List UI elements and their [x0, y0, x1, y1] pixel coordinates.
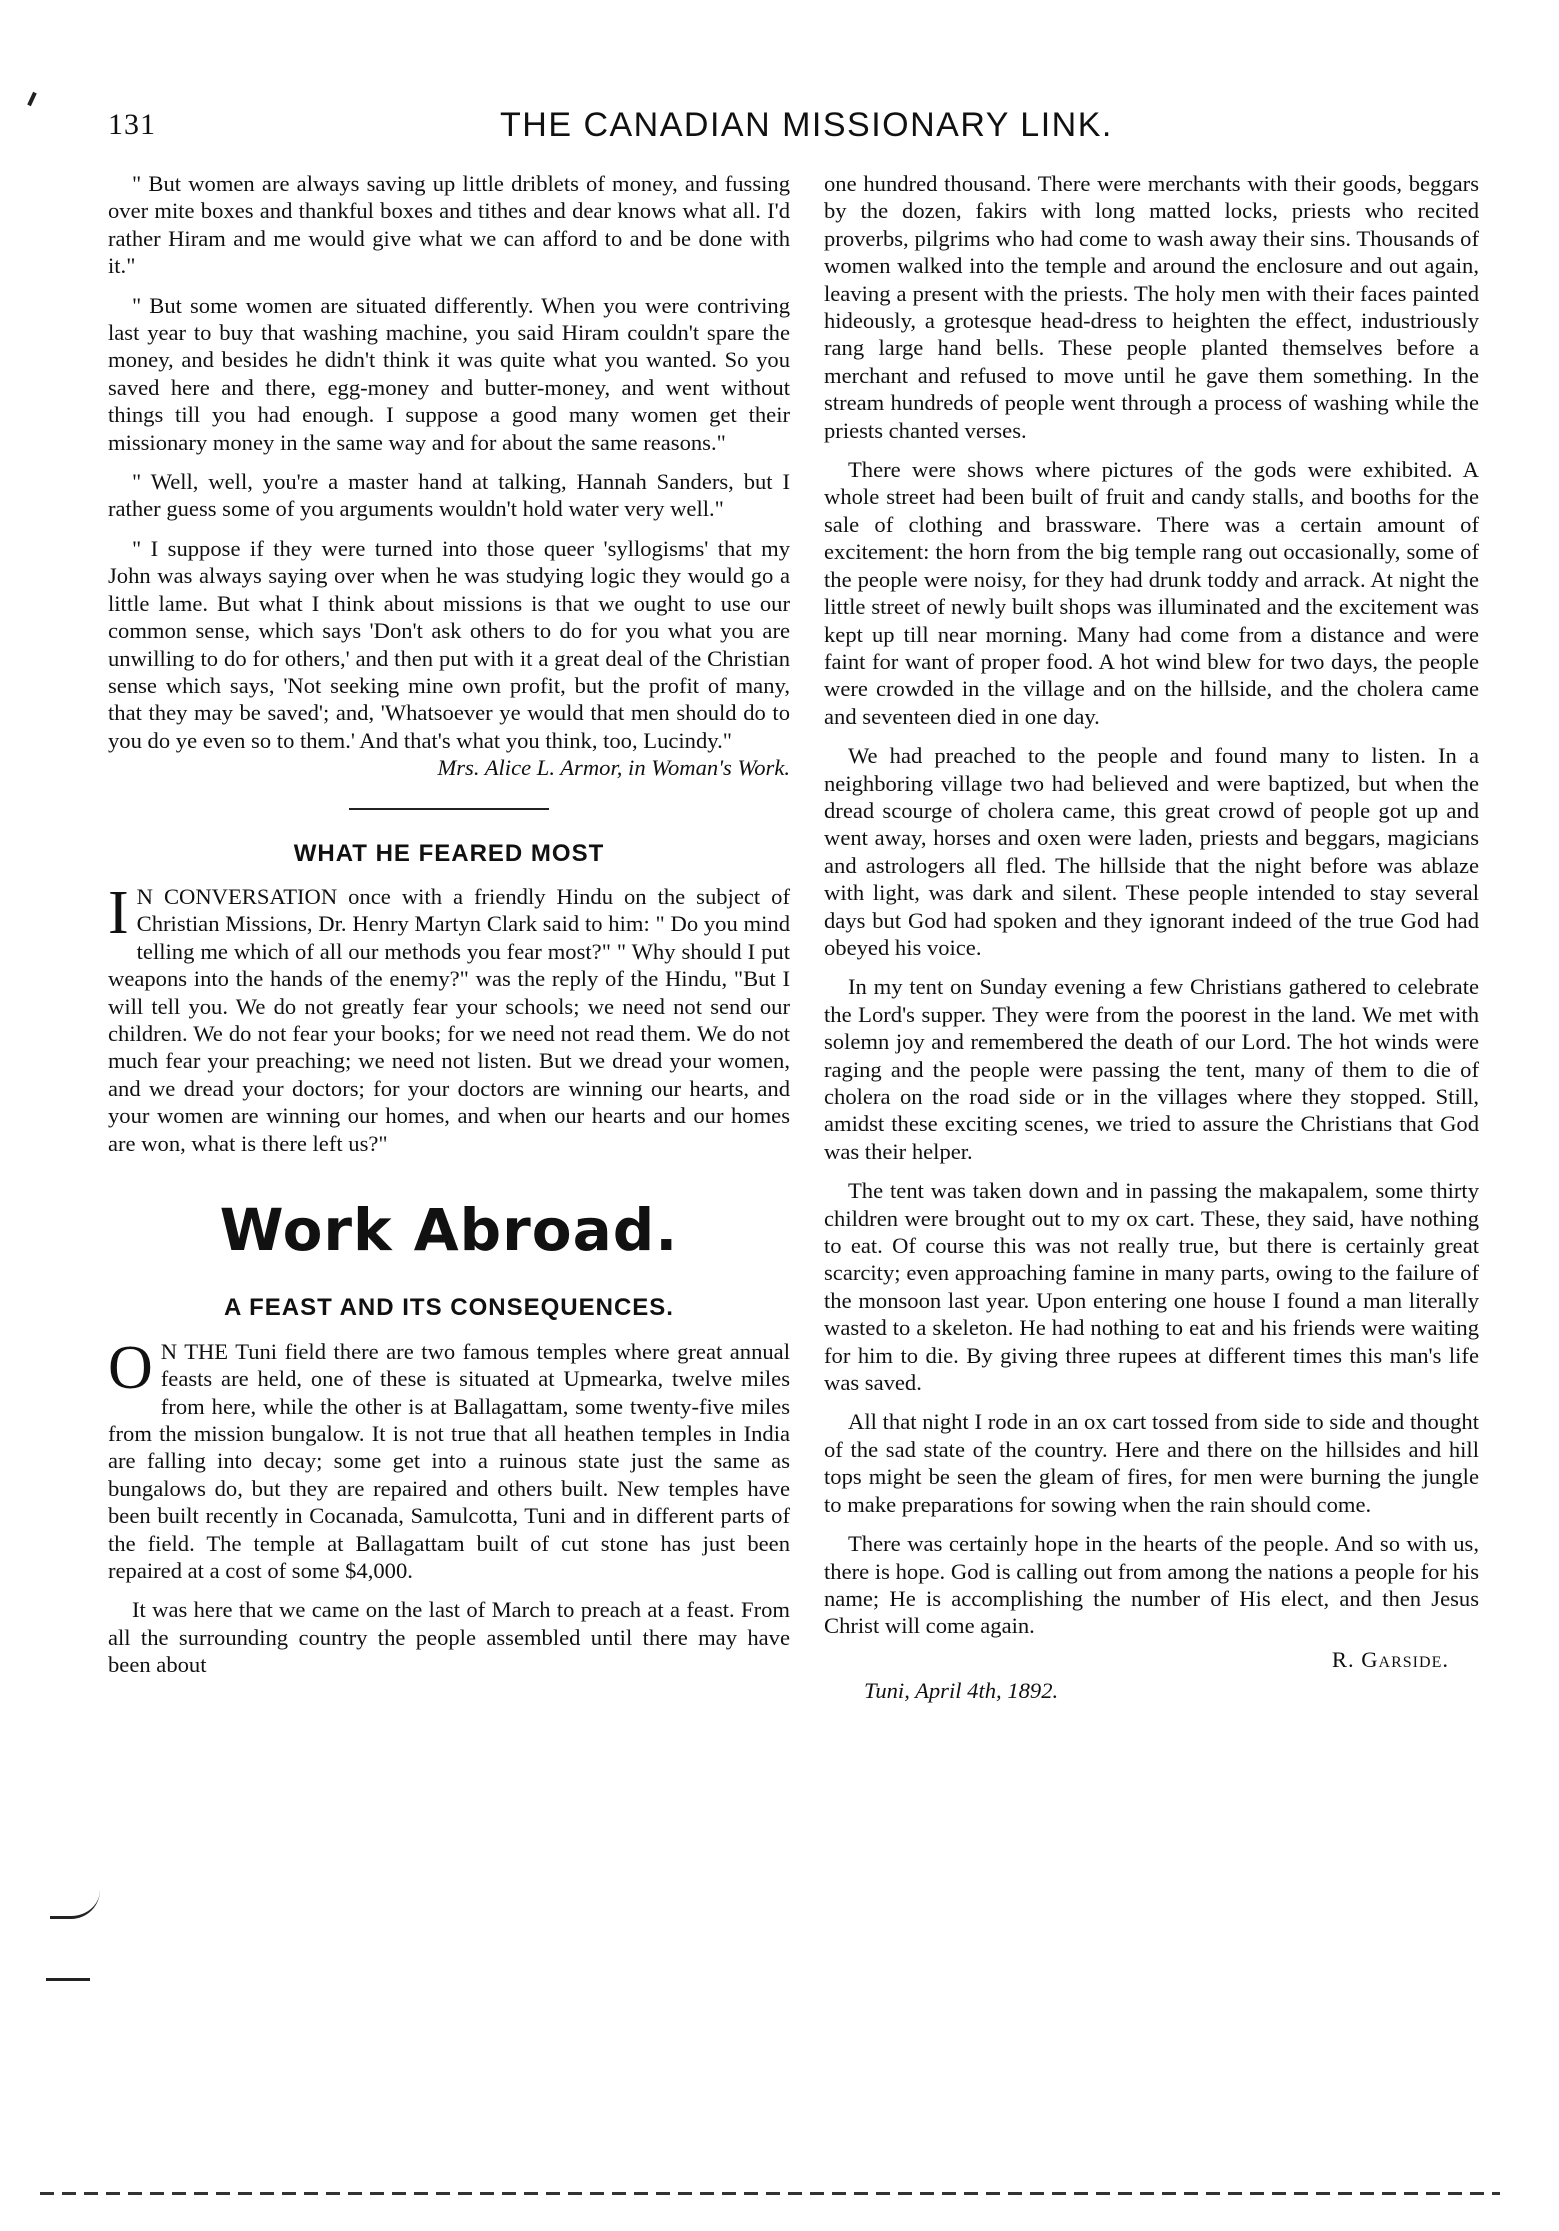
- dialogue-paragraph: " But women are always saving up little driblets of money, and fussing over mite boxes and thankful boxes and tithes and dear knows what all. I'd rather Hiram and me would give what we can afford to and be done with it.": [108, 171, 790, 279]
- article-body: [108, 1333, 790, 1585]
- left-column: [108, 170, 790, 1679]
- article-paragraph: There were shows where pictures of the gods were exhibited. A whole street had been built of fruit and candy stalls, and booths for the sale of clothing and brassware. There was a certain amount of excitement: the horn from the big temple rang out occasionally, some of the people were noisy, for they had drunk toddy and arrack. At night the little street of newly built shops was illuminated and the excitement was kept up till near morning. Many had come from a distance and were faint for want of proper food. A hot wind blew for two days, the people were crowded in the village and on the hillside, and the cholera came and seventeen died in one day.: [824, 457, 1479, 729]
- article-paragraph: In my tent on Sunday evening a few Christians gathered to celebrate the Lord's supper. They were from the poorest in the land. We met with solemn joy and remembered the death of our Lord. The hot winds were raging and the people were passing the tent, many of them to die of cholera on the road side or in the villages where they stopped. Still, amidst these exciting scenes, we tried to assure the Christians that God was their helper.: [824, 974, 1479, 1164]
- article-paragraph: We had preached to the people and found many to listen. In a neighboring village two had believed and were baptized, but when the dread scourge of cholera came, this great crowd of people got up and went away, horses and oxen were laden, priests and beggars, magicians and astrologers all fled. The hillside that the night before was ablaze with light, was dark and silent. These people intended to stay several days but God had spoken and they ignorant indeed of the true God had obeyed his voice.: [824, 743, 1479, 960]
- article-heading: A FEAST AND ITS CONSEQUENCES.: [224, 1294, 674, 1322]
- bottom-rule: [40, 2192, 1500, 2195]
- margin-pencil-mark: [27, 92, 37, 106]
- page-number: 131: [108, 108, 156, 141]
- section-title: Work Abroad.: [219, 1196, 679, 1264]
- article-paragraph: The tent was taken down and in passing the makapalem, some thirty children were brought out to my ox cart. These, they said, have nothing to eat. Of course this was not really true, but there is certainly great scarcity; even approaching famine in many parts, owing to the failure of the monsoon last year. Upon entering one house I found a man literally wasted to a skeleton. He had nothing to eat and his friends were waiting for him to die. By giving three rupees at different times this man's life was saved.: [824, 1178, 1479, 1396]
- section-divider: [349, 808, 549, 810]
- masthead-title: THE CANADIAN MISSIONARY LINK.: [500, 106, 1113, 144]
- dialogue-paragraph: " Well, well, you're a master hand at talking, Hannah Sanders, but I rather guess some of you arguments wouldn't hold water very well.": [108, 469, 790, 522]
- drop-cap: I: [108, 878, 129, 947]
- article-paragraph: All that night I rode in an ox cart tossed from side to side and thought of the sad state of the country. Here and there on the hillsides and hill tops might be seen the gleam of fires, for men were burning the jungle to make preparations for sowing when the rain should come.: [824, 1409, 1479, 1517]
- article-paragraph: There was certainly hope in the hearts of the people. And so with us, there is hope. God is calling out from among the nations a people for his name; He is accomplishing the number of His elect, and then Jesus Christ will come again.: [824, 1531, 1479, 1639]
- right-column: [824, 170, 1479, 1705]
- article-text: N CONVERSATION once with a friendly Hindu on the subject of Christian Missions, Dr. Henry Martyn Clark said to him: " Do you mind telling me which of all our methods you fear most?" " Why should I put weapons into the hands of the enemy?" was the reply of the Hindu, "But I will tell you. We do not greatly fear your schools; we need not send our children. We do not fear your books; for we need not read them. We do not much fear your preaching; we need not listen. But we dread your women, and we dread your doctors; for your doctors are winning our hearts, and your women are winning our homes, and when our hearts and our homes are won, what is there left us?": [108, 883, 790, 1156]
- article-text: N THE Tuni field there are two famous temples where great annual feasts are held, one of these is situated at Upmearka, twelve miles from here, while the other is at Ballagattam, some twenty-five miles from the mission bungalow. It is not true that all heathen temples in India are falling into decay; some get into a ruinous state just the same as bungalows do, but they are repaired and others built. New temples have been built recently in Cocanada, Samulcotta, Tuni and in different parts of the field. The temple at Ballagattam built of cut stone has just been repaired at a cost of some $4,000.: [108, 1338, 790, 1584]
- margin-pencil-mark: [46, 1978, 90, 1981]
- article-heading: WHAT HE FEARED MOST: [293, 839, 605, 867]
- article-paragraph: one hundred thousand. There were merchants with their goods, beggars by the dozen, fakirs with long matted locks, priests who recited proverbs, pilgrims who had come to wash away their sins. Thousands of women walked into the temple and around the enclosure and out again, leaving a present with the priests. The holy men with their faces painted hideously, a grotesque head-dress to heighten the effect, industriously rang large hand bells. These people planted themselves before a merchant and refused to move until he gave them something. In the stream hundreds of people went through a process of washing while the priests chanted verses.: [824, 171, 1479, 443]
- article-paragraph: It was here that we came on the last of March to preach at a feast. From all the surrounding country the people assembled until there may have been about: [108, 1597, 790, 1678]
- article-attribution: Mrs. Alice L. Armor, in Woman's Work.: [437, 755, 790, 781]
- dialogue-paragraph: " But some women are situated differently. When you were contriving last year to buy that washing machine, you said Hiram couldn't spare the money, and besides he didn't think it was quite what you wanted. So you saved here and there, egg-money and butter-money, and went without things till you had enough. I suppose a good many women get their missionary money in the same way and for about the same reasons.": [108, 292, 790, 455]
- author-signature: R. Garside.: [1331, 1646, 1449, 1672]
- drop-cap: O: [108, 1333, 153, 1402]
- dialogue-paragraph: " I suppose if they were turned into those queer 'syllogisms' that my John was always saying over when he was studying logic they would go a little lame. But what I think about missions is that we ought to use our common sense, which says 'Don't ask others to do for you what you are unwilling to do for others,' and then put with it a great deal of the Christian sense which says, 'Not seeking mine own profit, but the profit of many, that they may be saved'; and, 'Whatsoever ye would that men should do to you do ye even so to them.' And that's what you think, too, Lucindy.": [108, 535, 790, 753]
- margin-pencil-mark: [50, 1890, 100, 1919]
- dateline: Tuni, April 4th, 1892.: [864, 1678, 1059, 1704]
- article-body: [108, 878, 790, 1157]
